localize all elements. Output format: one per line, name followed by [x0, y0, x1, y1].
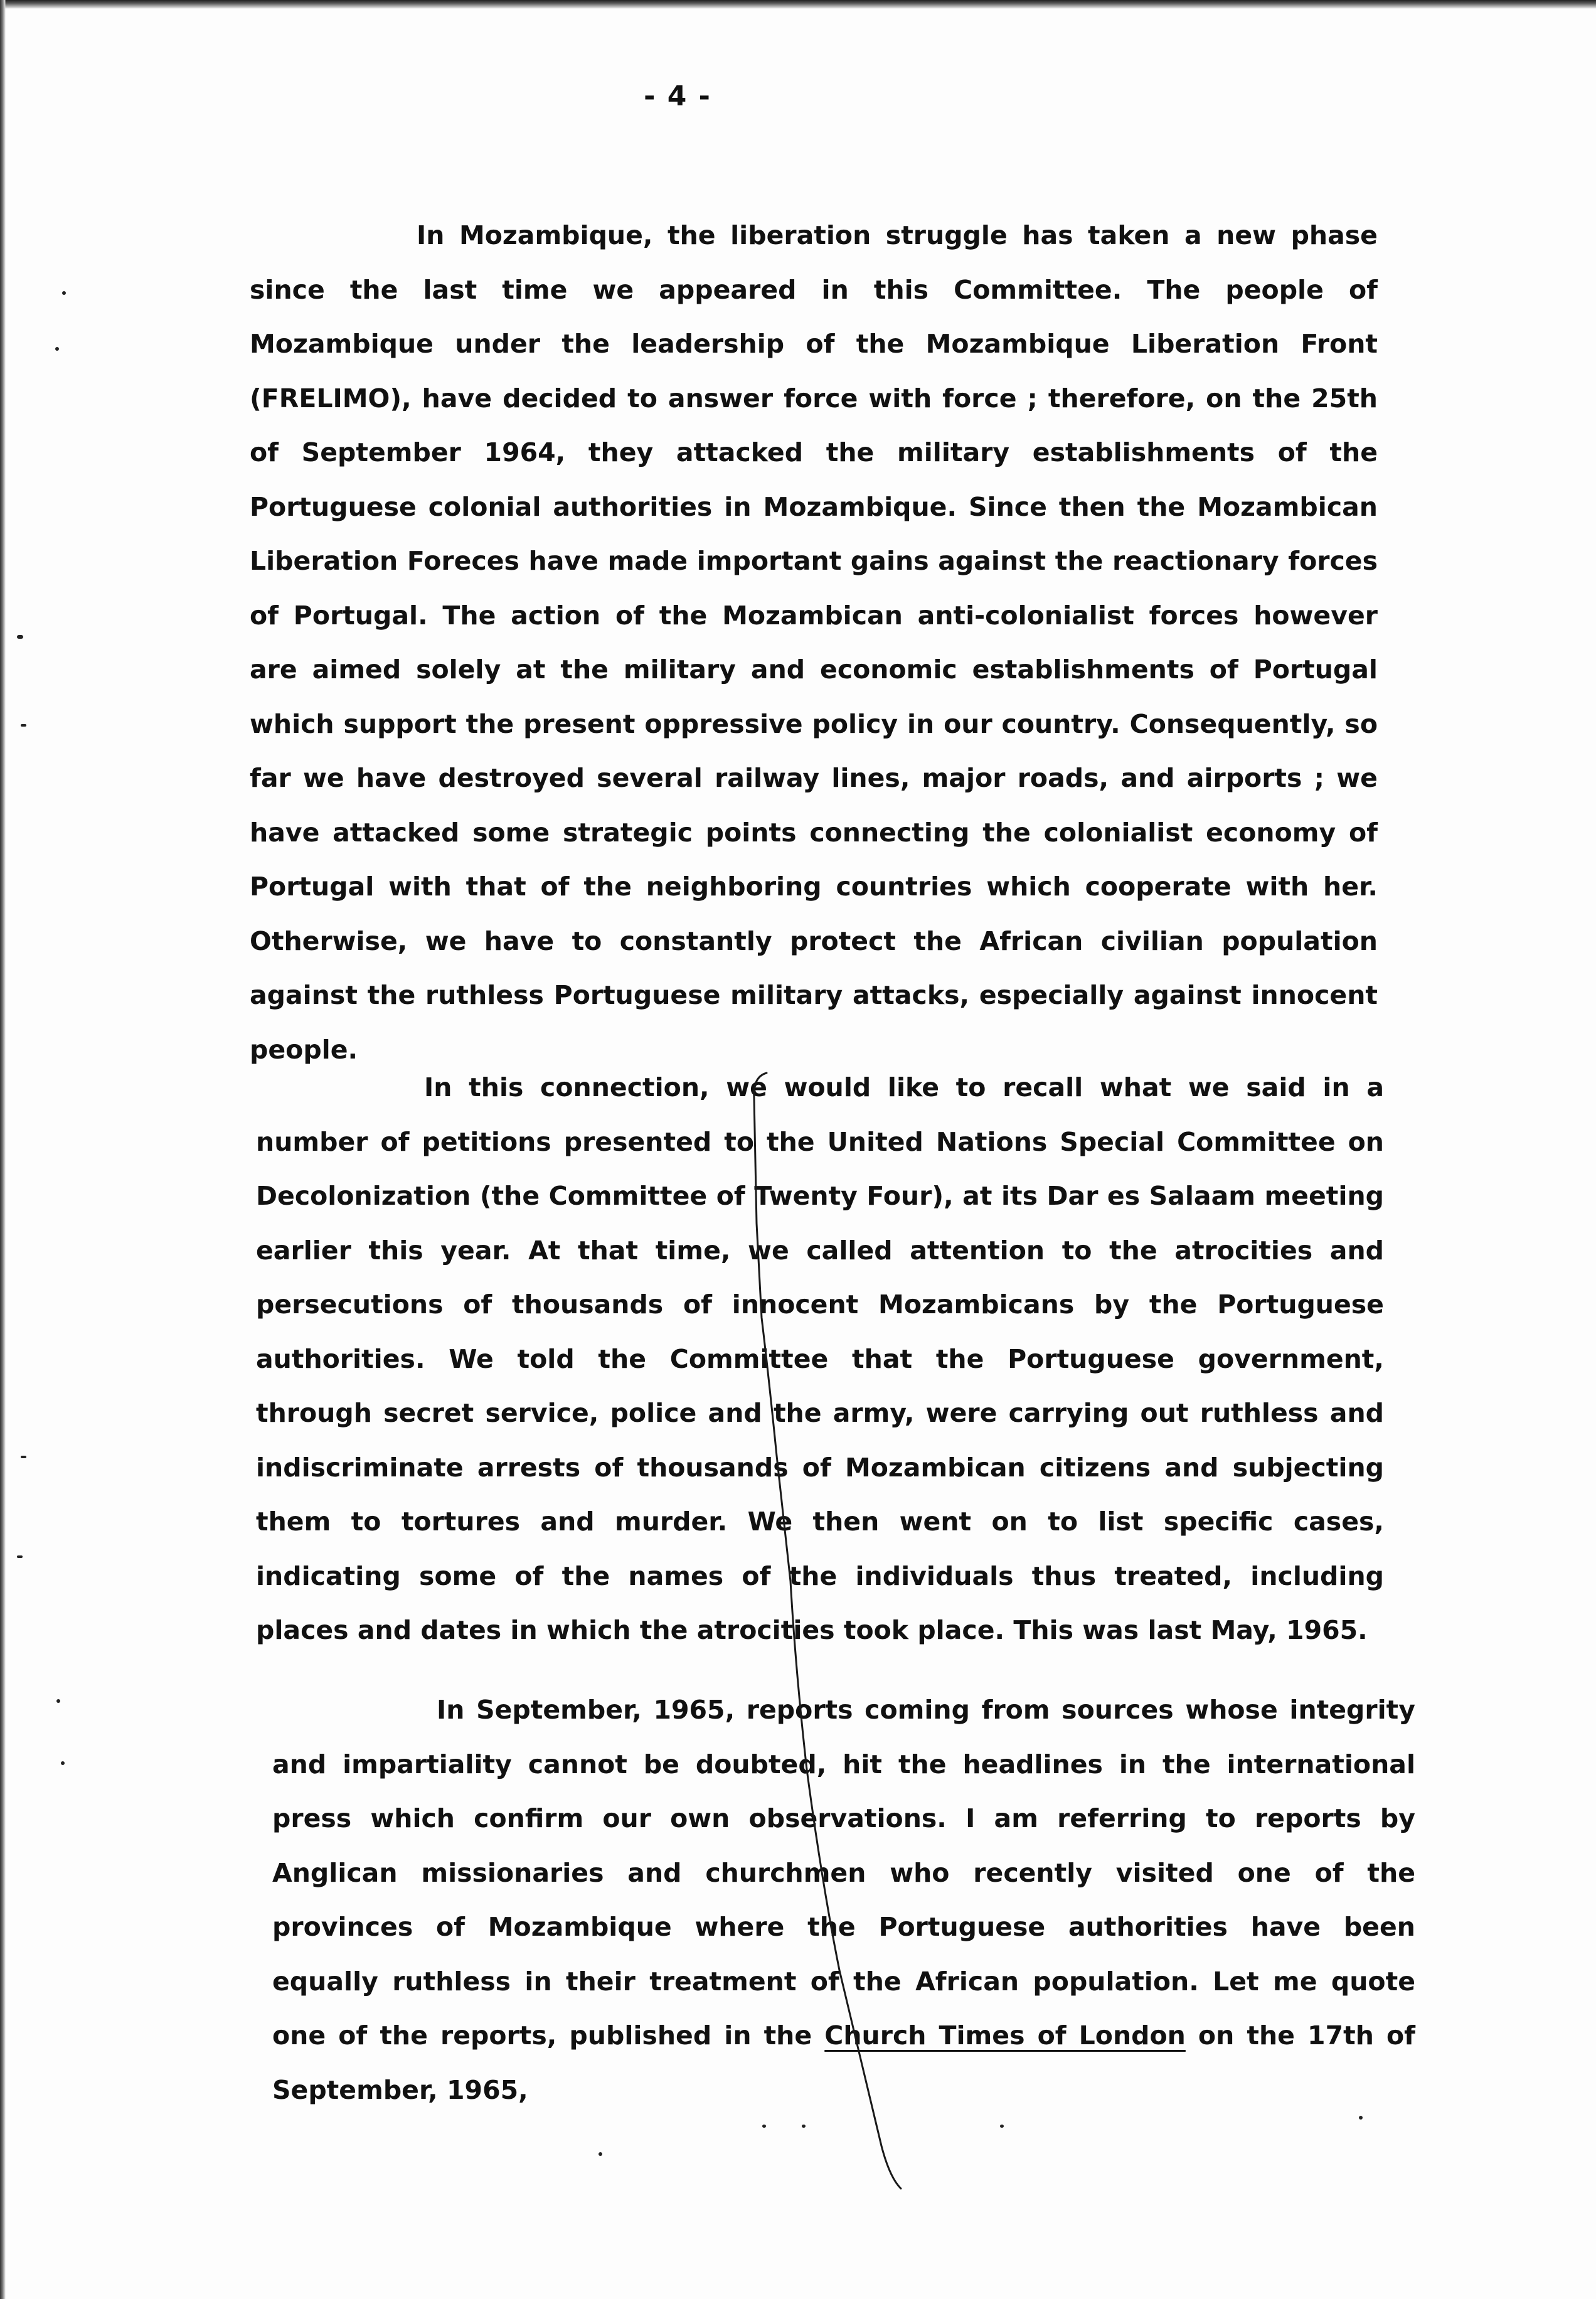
margin-dot	[762, 2125, 766, 2128]
margin-dot	[56, 1699, 60, 1703]
margin-dot	[21, 724, 26, 727]
margin-dot	[55, 347, 59, 351]
margin-dot	[802, 2125, 806, 2128]
margin-dot	[21, 1456, 26, 1458]
paragraph-1-text: In Mozambique, the liberation struggle has taken a new phase since the last time we appeared in this Committee. The people of Mozambique under the leadership of the Mozambique Liberation Front (FRELIMO), have decided to answer force with force ; therefore, on the 25th of September 1964, they attacked the military establishments of the Portuguese colonial authorities in Mozambique. Since then the Mozambican Liberation Foreces have made important gains against the reactionary forces of Portugal. The action of the Mozambican anti-colonialist forces however are aimed solely at the military and economic establishments of Portugal which support the present oppressive policy in our country. Consequently, so far we have destroyed several railway lines, major roads, and airports ; we have attacked some strategic points connecting the colonialist economy of Portugal with that of the neighboring countries which cooperate with her. Otherwise, we have to constantly protect the African civilian population against the ruthless Portuguese military attacks, especially against innocent people.	[250, 220, 1378, 1065]
margin-dot	[1000, 2125, 1004, 2128]
paragraph-2-text: In this connection, we would like to recall what we said in a number of petitions presented to the United Nations Special Committee on Decolonization (the Committee of Twenty Four), at its Dar es Salaam meeting earlier this year. At that time, we called attention to the atrocities and persecutions of thousands of innocent Mozambicans by the Portuguese authorities. We told the Committee that the Portuguese government, through secret service, police and the army, were carrying out ruthless and indiscriminate arrests of thousands of Mozambican citizens and subjecting them to tortures and murder. We then went on to list specific cases, indicating some of the names of the individuals thus treated, including places and dates in which the atrocities took place. This was last May, 1965.	[256, 1072, 1384, 1645]
margin-dot	[598, 2152, 602, 2156]
page-number: - 4 -	[644, 80, 711, 112]
margin-dot	[62, 291, 66, 295]
publication-title: Church Times of London	[824, 2020, 1186, 2051]
margin-dot	[1359, 2116, 1363, 2120]
paragraph-3-text-end: on the 17th of September, 1965,	[272, 2020, 1415, 2105]
paragraph-3-text: In September, 1965, reports coming from sources whose integrity and impartiality cannot be doubted, hit the headlines in the international press which confirm our own observations. I am referring to reports by Anglican missionaries and churchmen who recently visited one of the provinces of Mozambique where the Portuguese authorities have been equally ruthless in their treatment of the African population. Let me quote one of the reports, published in the	[272, 1695, 1415, 2051]
margin-dot	[61, 1761, 65, 1765]
margin-dot	[17, 1555, 23, 1558]
margin-dot	[17, 635, 23, 639]
